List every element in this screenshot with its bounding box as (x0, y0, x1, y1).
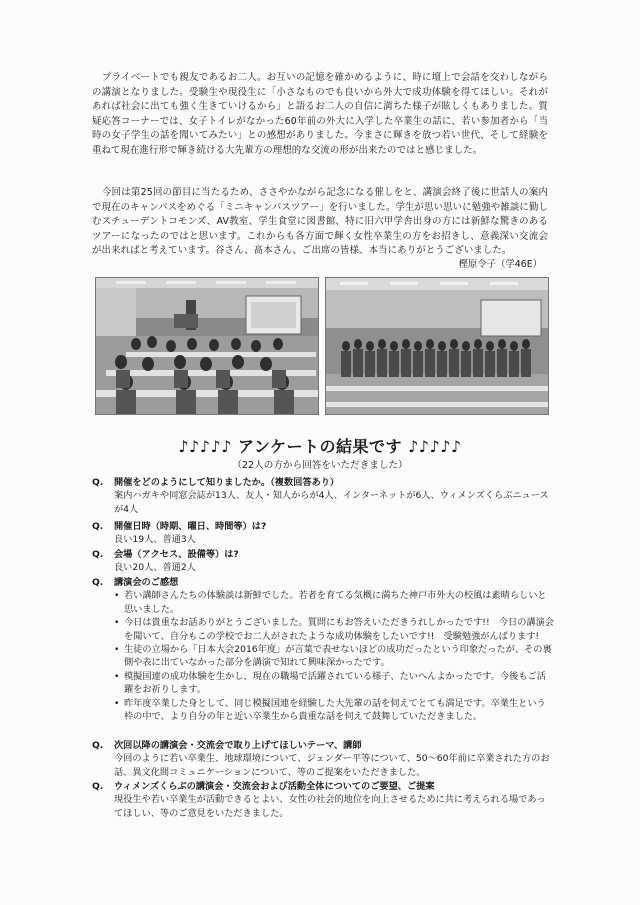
impression-item: • 今日は貴重なお話ありがとうございました。質問にもお答えいただきうれしかったです!! 今日の講演会を聞いて、自分もこの学校でお二人がされたような成功体験をしたいです!! 受験勉強がんばります! (114, 616, 554, 643)
survey-item (92, 548, 554, 575)
survey-answer: 現役生や若い卒業生が活動できるとよい、女性の社会的地位を向上させるために共に考えられる場であってほしい、等のご意見をいただきました。 (114, 794, 546, 819)
survey-item (92, 739, 554, 779)
survey-answer: 良い19人、普通3人 (114, 534, 196, 546)
q-marker: Q. (92, 521, 104, 532)
survey-subtitle: （22人の方から回答をいただきました） (232, 460, 408, 471)
survey-item (92, 780, 554, 820)
survey-question: 次回以降の講演会・交流会で取り上げてほしいテーマ、講師 (114, 740, 362, 751)
q-marker: Q. (92, 577, 104, 588)
impression-item: • 昨年度卒業した身として、同じ模擬国連を経験した大先輩の話を伺えてとても満足です。卒業生という枠の中で、より自分の年と近い卒業生から貴重な話を伺えて鼓舞していただきました。 (114, 697, 554, 724)
impression-item: • 生徒の立場から「日本大会2016年度」が言葉で表せないほどの成功だったという印象だったが、その裏側や表に出ていなかった部分を講演で知れて興味深かったです。 (114, 643, 554, 670)
survey-item (92, 520, 554, 547)
q-marker: Q. (92, 781, 104, 792)
survey-item (92, 576, 554, 723)
survey-question: 会場（アクセス、設備等）は? (114, 549, 239, 560)
survey-answer: 案内ハガキや同窓会誌が13人、友人・知人からが4人、インターネットが6人、ウィメンズくらぶニュースが4人 (114, 490, 549, 515)
survey-answer: 良い20人、普通2人 (114, 562, 196, 574)
survey-question: 講演会のご感想 (114, 577, 179, 588)
group-photo (325, 277, 549, 415)
impression-item: • 模擬国連の成功体験を生かし、現在の職場で活躍されている様子、たいへんよかったです。今後もご活躍をお祈りします。 (114, 670, 554, 697)
survey-question: ウィメンズくらぶの講演会・交流会および活動全体についてのご要望、ご提案 (114, 781, 435, 792)
impressions-list (92, 589, 554, 723)
survey-title: ♪♪♪♪♪ アンケートの結果です ♪♪♪♪♪ (178, 437, 462, 456)
article-paragraph-1: プライベートでも親友であるお二人。お互いの記憶を確かめるように、時に壇上で会話を交わしながらの講演となりました。受験生や現役生に「小さなものでも良いから外大で成功体験を得てほしい。それがあれば社会に出ても強く生きていけるから」と語るお二人の自信に満ちた様子が眩しくもありました。質疑応答コーナーでは、女子トイレがなかった60年前の外大に入学した卒業生の話に、若い参加者から「当時の女子学生の話を聞いてみたい」との感想がありました。今まさに輝きを放つ若い世代、そして経験を重ねて現在進行形で輝き続ける大先輩方の理想的な交流の形が出来たのではと感じました。 (92, 72, 548, 156)
article-paragraph-2: 今回は第25回の節目に当たるため、ささやかながら記念になる催しをと、講演会終了後に世話人の案内で現在のキャンパスをめぐる「ミニキャンパスツアー」を行いました。学生が思い思いに勉強や雑談に勤しむスチューデントコモンズ、AV教室、学生食堂に図書館、特に旧六甲学舎出身の方には新鮮な驚きのあるツアーになったのではと思います。これからも各方面で輝く女性卒業生の方をお招きし、意義深い交流会が出来ればと考えています。谷さん、髙本さん、ご出席の皆様、本当にありがとうございました。 (92, 187, 548, 257)
q-marker: Q. (92, 549, 104, 560)
survey-question: 開催をどのようにして知りましたか。（複数回答あり） (114, 477, 340, 488)
impression-item: • 若い講師さんたちの体験談は新鮮でした。若者を育てる気概に満ちた神戸市外大の校風は素晴らしいと思いました。 (114, 589, 554, 616)
survey-question: 開催日時（時期、曜日、時間等）は? (114, 521, 267, 532)
survey-answer: 今回のように若い卒業生、地球環境について、ジェンダー平等について、50～60年前に卒業された方のお話、異文化間コミュニケーションについて、等のご提案をいただきました。 (114, 753, 550, 778)
q-marker: Q. (92, 740, 104, 751)
survey-item (92, 476, 554, 516)
q-marker: Q. (92, 477, 104, 488)
lecture-hall-photo (95, 277, 319, 415)
article-signature: 樫原令子（学46E） (458, 259, 542, 270)
